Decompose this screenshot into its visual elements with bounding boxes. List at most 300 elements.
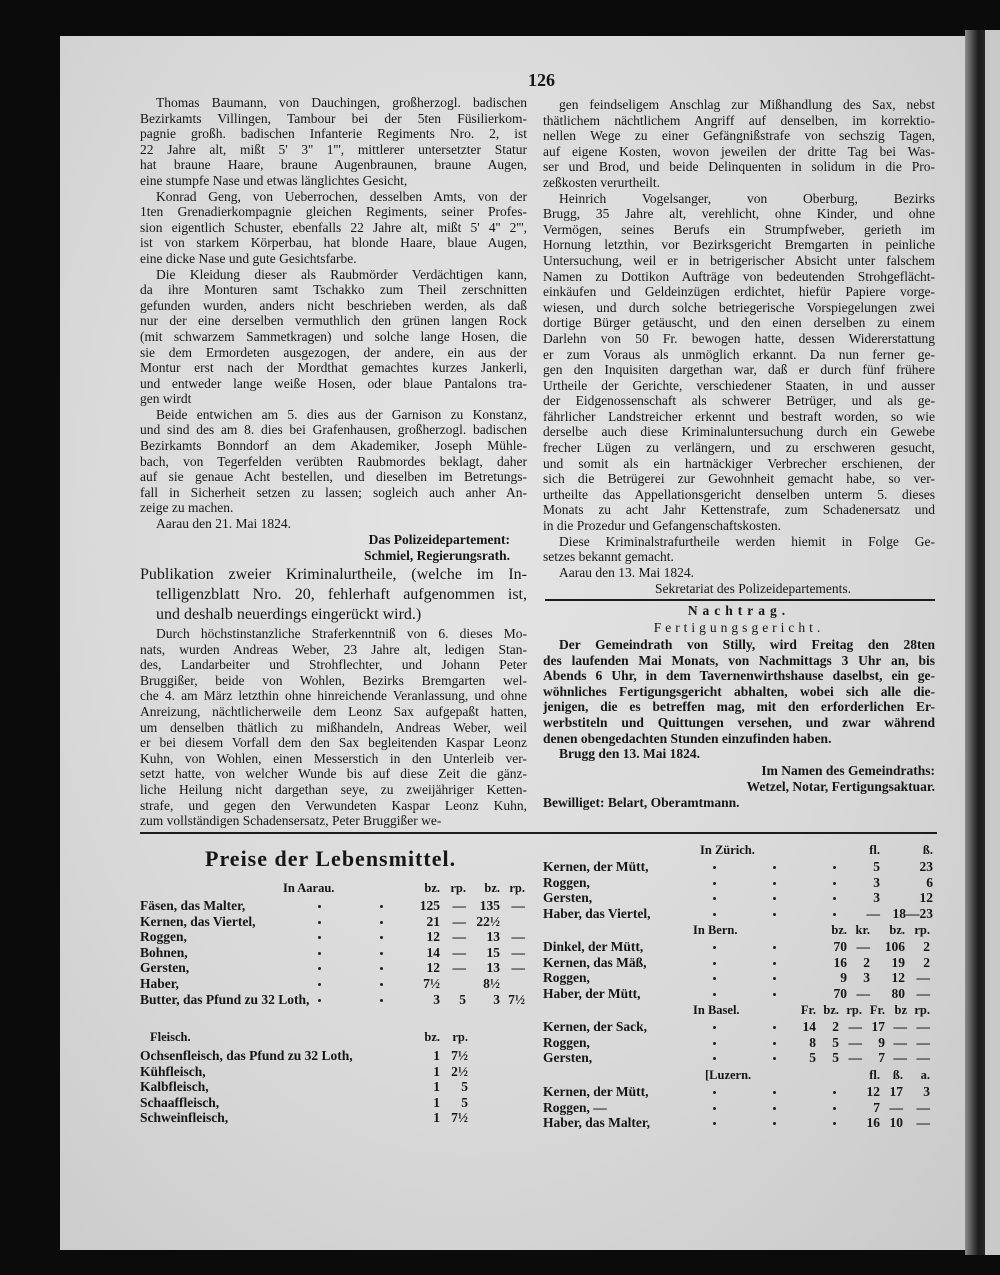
text-line: Aarau den 13. Mai 1824. [559, 564, 694, 580]
police-signature [355, 532, 510, 563]
unit-header: Fr. [800, 1003, 816, 1017]
text-line: in die Prozedur und Gefangenschaftskosten. [543, 518, 782, 534]
text-line: Urtheile der Gerichte, verschiedener Staaten, in und ausser [543, 377, 935, 393]
text-line: der Eidgenossenschaft als schwerer Betrüger, und als ge- [543, 393, 935, 409]
unit-header: bz. [823, 1003, 839, 1017]
price-value: 9 [878, 1034, 885, 1050]
text-line: sie dem Ermordeten ausgezogen, der andere, ein aus der [140, 344, 527, 360]
leader-dot [318, 905, 321, 908]
price-value: 7 [878, 1050, 885, 1065]
price-table-place: Fleisch. [150, 1030, 191, 1044]
price-value: 3 [863, 970, 870, 985]
price-value: 1 [433, 1063, 440, 1079]
commodity-label: Gersten, [140, 960, 190, 976]
leader-dot [318, 967, 321, 970]
price-value: 70 [833, 939, 847, 954]
unit-header: rp. [914, 923, 930, 937]
price-value: 21 [426, 913, 440, 929]
text-line: dortige Bürger getäuscht, und den einen derselben zu einem [543, 315, 935, 331]
price-value: — [916, 1034, 930, 1050]
commodity-label: Gersten, [543, 890, 593, 905]
leader-dot [380, 999, 383, 1002]
paragraph [140, 95, 527, 189]
commodity-label: Bohnen, [140, 944, 188, 960]
price-value: 10 [889, 1115, 903, 1130]
commodity-label: Roggen, [140, 929, 187, 945]
leader-dot [713, 1026, 716, 1029]
price-value: — [916, 1099, 930, 1115]
price-row [543, 890, 943, 906]
unit-header: rp. [450, 881, 466, 895]
price-value: — [916, 970, 930, 985]
leader-dot [713, 977, 716, 980]
leader-dot [773, 897, 776, 900]
leader-dot [773, 1042, 776, 1045]
price-row [543, 970, 943, 986]
text-line: Abends 6 Uhr, in dem Tavernenwirthshause daselbst, ein ge- [543, 668, 935, 684]
commodity-label: Roggen, — [543, 1099, 607, 1115]
price-row [140, 898, 540, 914]
text-line: eine stumpfe Nase und etwas länglichtes Gesicht, [140, 172, 408, 188]
text-line: Vermögen, seines Berufs ein Strumpfweber, gerieth im [543, 221, 935, 237]
price-value: 3 [493, 991, 500, 1007]
text-line: Montur erst nach der Mordthat gemachtes kurzes Jankerli, [140, 360, 527, 376]
commodity-label: Roggen, [543, 970, 590, 985]
price-table-place: In Zürich. [700, 843, 755, 857]
text-line: (mit schwarzem Sammetkragen) und solche lange Hosen, die [140, 328, 527, 344]
wanted-notice-text [140, 95, 527, 532]
price-value: 2 [923, 954, 930, 970]
price-value: 3 [923, 1084, 930, 1099]
leader-dot [833, 1122, 836, 1125]
leader-dot [773, 866, 776, 869]
text-line: 1ten Grenadierkompagnie gleichen Regiments, seiner Profes- [140, 204, 527, 220]
price-value: 3 [873, 890, 880, 905]
text-line: gen den Inquisiten dargethan war, daß er durch fünf frühere [543, 362, 935, 378]
commodity-label: Gersten, [543, 1050, 593, 1065]
text-line: urtheilte das Appellationsgericht denselben unterm 5. dieses [543, 486, 935, 502]
price-row [140, 1110, 540, 1126]
commodity-label: Roggen, [543, 874, 590, 890]
commodity-label: Kalbfleisch, [140, 1079, 209, 1095]
text-line: da ihre Monturen samt Tschakko zum Theil zerschnitten [140, 282, 527, 298]
price-value: 135 [479, 898, 500, 913]
price-value: — [452, 944, 466, 960]
price-value: — [856, 939, 870, 954]
price-value: 2½ [451, 1063, 468, 1079]
price-value: — [511, 944, 525, 960]
price-value: 12 [426, 929, 440, 945]
leader-dot [380, 936, 383, 939]
commodity-label: Butter, das Pfund zu 32 Loth, [140, 991, 310, 1007]
leader-dot [833, 866, 836, 869]
text-line: wöhnliches Fertigungsgericht abhalten, wobei sich alle die- [543, 683, 935, 699]
text-line: gefunden wurden, anders nicht beschrieben werden, als daß [140, 297, 527, 313]
text-line: Anreizung, nächtlicherweile dem Leonz Sax aufgepaßt hatten, [140, 703, 527, 719]
signature-line: Im Namen des Gemeindraths: [761, 763, 935, 778]
text-line: Konrad Geng, von Ueberrochen, desselben Amts, von der [156, 188, 527, 204]
price-value: 12 [426, 960, 440, 976]
signature-line: Wetzel, Notar, Fertigungsaktuar. [746, 778, 935, 794]
price-row [140, 992, 540, 1008]
text-line: Bezirkamts Villingen, Tambour bei der 5ten Füsilierkom- [140, 110, 527, 126]
price-value: 23 [919, 859, 933, 874]
text-line: che 4. am März letzthin ohne hinreichende Veranlassung, und ohne [140, 688, 527, 704]
book-gutter-shadow [965, 30, 987, 1255]
price-value: — [511, 929, 525, 945]
heading-line: und deshalb neuerdings eingerückt wird.) [156, 606, 422, 623]
text-line: strafe, und gegen den Verwundeten Kaspar Leonz Kuhn, [140, 797, 527, 813]
text-line: bach, von Tegerfelden verübten Raubmordes beklagt, daher [140, 453, 527, 469]
price-value: 13 [486, 960, 500, 976]
price-row [543, 955, 943, 971]
paragraph [543, 637, 935, 746]
text-line: Bezirkamts Bonndorf an dem Akademiker, Joseph Mühle- [140, 438, 527, 454]
price-value: 5 [832, 1034, 839, 1050]
text-line: auf eigene Kosten, wovon jeweilen der dritte Tag bei Was- [543, 143, 935, 159]
unit-header: fl. [869, 1068, 880, 1082]
price-value: 7 [873, 1099, 880, 1115]
paragraph [140, 407, 527, 516]
unit-header: bz [894, 1003, 907, 1017]
price-value: 2 [923, 939, 930, 954]
heading-line: telligenzblatt Nro. 20, fehlerhaft aufgenommen ist, [156, 586, 527, 603]
text-line: fall in Sicherheit setzen zu lassen; sogleich auch anher An- [140, 484, 527, 500]
text-line: Heinrich Vogelsanger, von Oberburg, Bezirks [559, 190, 935, 206]
price-value: — [866, 905, 880, 921]
paragraph [140, 626, 527, 829]
price-value: 5 [809, 1050, 816, 1065]
price-value: 3 [873, 874, 880, 890]
supplement-title: Nachtrag. [687, 603, 791, 618]
signature-line: Schmiel, Regierungsrath. [364, 547, 510, 563]
leader-dot [318, 983, 321, 986]
price-row [543, 859, 943, 875]
commodity-label: Dinkel, der Mütt, [543, 939, 644, 954]
text-line: zeßkosten verurtheilt. [543, 174, 660, 190]
price-value: 1 [433, 1110, 440, 1126]
leader-dot [713, 962, 716, 965]
price-row [140, 945, 540, 961]
price-value: — [848, 1050, 862, 1065]
price-value: 18—23 [892, 905, 933, 921]
text-line: Brugg, 35 Jahre alt, verehlicht, ohne Kinder, und ohne [543, 206, 935, 222]
price-value: — [452, 898, 466, 913]
unit-header: bz. [424, 1030, 440, 1044]
text-line: nellen Wege zu einer Gefängnißstrafe von sechszig Tagen, [543, 128, 935, 144]
price-value: 12 [919, 890, 933, 905]
leader-dot [713, 1122, 716, 1125]
unit-header: ß. [922, 843, 933, 857]
leader-dot [773, 962, 776, 965]
text-line: und somit als ein hartnäckiger Verbrecher erschienen, der [543, 455, 935, 471]
leader-dot [773, 1122, 776, 1125]
commodity-label: Schaaffleisch, [140, 1094, 220, 1110]
price-value: 5 [459, 991, 466, 1007]
leader-dot [713, 1057, 716, 1060]
verdict-continuation-text [543, 97, 935, 580]
price-value: 5 [461, 1079, 468, 1095]
unit-header: Fr. [869, 1003, 885, 1017]
text-line: er bei diesem Vorfall dem den Sax begleitenden Kaspar Leonz [140, 735, 527, 751]
unit-header: kr. [855, 923, 870, 937]
price-value: — [916, 1050, 930, 1065]
commodity-label: Fäsen, das Malter, [140, 898, 246, 913]
verdict-text [140, 626, 527, 829]
price-table-place: In Bern. [693, 923, 738, 937]
text-line: zeige zu machen. [140, 500, 234, 516]
price-value: 1 [433, 1048, 440, 1063]
leader-dot [713, 897, 716, 900]
text-line: werbstiteln und Quittungen versehen, und zwar während [543, 714, 935, 730]
unit-header: rp. [914, 1003, 930, 1017]
text-line: hat braune Haare, braune Augenbraunen, braune Augen, [140, 157, 527, 173]
price-value: — [511, 960, 525, 976]
price-value: 7½ [451, 1110, 468, 1126]
leader-dot [773, 913, 776, 916]
text-line: derselbe auch diese Kriminaluntersuchung durch ein Gewebe [543, 424, 935, 440]
price-row [543, 875, 943, 891]
text-line: Diese Kriminalstrafurtheile werden hiemit in Folge Ge- [559, 533, 935, 549]
price-value: 16 [866, 1115, 880, 1130]
price-row [543, 1084, 943, 1100]
court-notice-text [543, 637, 935, 762]
commodity-label: Kernen, das Mäß, [543, 954, 647, 970]
leader-dot [773, 1026, 776, 1029]
price-value: 15 [486, 944, 500, 960]
leader-dot [773, 882, 776, 885]
leader-dot [380, 921, 383, 924]
commodity-label: Kernen, der Mütt, [543, 859, 649, 874]
leader-dot [713, 866, 716, 869]
supplement-subtitle: Fertigungsgericht. [653, 620, 825, 635]
text-line: und entweder lange weiße Hosen, oder blaue Pantalons tra- [140, 375, 527, 391]
price-value: 2 [832, 1019, 839, 1034]
price-row [140, 1079, 540, 1095]
text-line: eine dicke Nase und gute Gesichtsfarbe. [140, 250, 357, 266]
price-value: 1 [433, 1094, 440, 1110]
commodity-label: Ochsenfleisch, das Pfund zu 32 Loth, [140, 1048, 353, 1063]
commodity-label: Haber, das Malter, [543, 1115, 650, 1130]
verdicts-heading [140, 565, 527, 625]
text-line: ser und Brod, und beide Delinquenten in solidum in die Pro- [543, 159, 935, 175]
text-line: und sind des am 8. dies bei Grafenhausen, großherzogl. badischen [140, 422, 527, 438]
text-line: Kuhn, von Wohlen, einen Messerstich in den Unterleib ver- [140, 750, 527, 766]
unit-header: bz. [484, 881, 500, 895]
text-line: 22 Jahre alt, mißt 5' 3'' 1''', mittlerer untersetzter Statur [140, 141, 527, 157]
leader-dot [380, 967, 383, 970]
prices-title: Preise der Lebensmittel. [205, 846, 457, 871]
price-value: 22½ [476, 913, 500, 929]
price-table-place: In Basel. [693, 1003, 740, 1017]
price-value: 5 [461, 1094, 468, 1110]
text-line: wiesen, und durch solche betriegerische Vorspiegelungen zwei [543, 299, 935, 315]
unit-header: rp. [452, 1030, 468, 1044]
price-value: 8½ [483, 976, 500, 991]
leader-dot [318, 952, 321, 955]
leader-dot [380, 905, 383, 908]
price-table-place: In Aarau. [283, 881, 335, 895]
price-row [140, 1048, 540, 1064]
price-value: — [848, 1034, 862, 1050]
text-line: gen feindseligem Anschlag zur Mißhandlung des Sax, nebst [559, 97, 935, 112]
leader-dot [713, 993, 716, 996]
commodity-label: Roggen, [543, 1034, 590, 1050]
price-value: 3 [433, 991, 440, 1007]
text-line: einkäufen und Geldeinzügen erdichtet, hiefür Papiere vorge- [543, 284, 935, 300]
leader-dot [380, 952, 383, 955]
text-line: setzes bekannt gemacht. [543, 549, 674, 565]
unit-header: bz. [831, 923, 847, 937]
price-value: 6 [926, 874, 933, 890]
text-line: Namen zu Dottikon Aufträge von bedeutenden Strohgeflächt- [543, 268, 935, 284]
text-line: Der Gemeindrath von Stilly, wird Freitag den 28ten [559, 637, 935, 652]
text-line: Aarau den 21. Mai 1824. [156, 516, 291, 532]
price-value: 12 [866, 1084, 880, 1099]
price-value: — [889, 1099, 903, 1115]
text-line: Untersuchung, weil er in betrigerischer Absicht unter falschem [543, 252, 935, 268]
price-value: — [848, 1019, 862, 1034]
text-line: Brugg den 13. Mai 1824. [559, 746, 701, 762]
text-line: Durch höchstinstanzliche Straferkenntniß von 6. dieses Mo- [156, 626, 527, 641]
text-line: thätlichem nächtlichem Angriff auf denselben, im korrektio- [543, 112, 935, 128]
leader-dot [318, 921, 321, 924]
leader-dot [380, 983, 383, 986]
price-value: 80 [891, 985, 905, 1001]
text-line: des, Landarbeiter und Strohflechter, und Johann Peter [140, 657, 527, 673]
text-line: fährlicher Landstreicher erkennt und bestraft worden, so wie [543, 408, 935, 424]
unit-header: a. [920, 1068, 930, 1082]
text-line: Thomas Baumann, von Dauchingen, großherzogl. badischen [156, 95, 527, 110]
price-value: 14 [426, 944, 440, 960]
price-value: 9 [840, 970, 847, 985]
text-line: nats, wurden Andreas Weber, 23 Jahre alt, ledigen Stan- [140, 641, 527, 657]
paragraph [543, 565, 935, 581]
text-line: Beide entwichen am 5. dies aus der Garnison zu Konstanz, [156, 406, 527, 422]
page-number: 126 [528, 70, 555, 90]
leader-dot [318, 999, 321, 1002]
price-value: — [893, 1050, 907, 1065]
unit-header: fl. [869, 843, 880, 857]
leader-dot [713, 913, 716, 916]
price-value: 7½ [508, 991, 525, 1007]
price-row [140, 914, 540, 930]
price-row [543, 1035, 943, 1051]
text-line: Hornung letzthin, vor Bezirksgericht Bremgarten in peinliche [543, 237, 935, 253]
unit-header: rp. [509, 881, 525, 895]
paragraph [140, 516, 527, 532]
leader-dot [773, 1057, 776, 1060]
price-value: 2 [863, 954, 870, 970]
price-value: — [856, 985, 870, 1001]
adjacent-page-edge [985, 30, 1000, 1255]
price-row [140, 1064, 540, 1080]
price-section-divider [140, 832, 937, 834]
heading-line: Publikation zweier Kriminalurtheile, (welche im In- [140, 566, 527, 583]
unit-header: bz. [424, 881, 440, 895]
price-value: 17 [889, 1084, 903, 1099]
price-row [543, 906, 943, 922]
price-row [543, 1100, 943, 1116]
price-value: 7½ [423, 976, 440, 991]
unit-header: rp. [846, 1003, 862, 1017]
text-line: sion eigentlich Schuster, ebenfalls 22 Jahre alt, mißt 5' 4'' 2''', [140, 219, 527, 235]
leader-dot [773, 946, 776, 949]
text-line: pagnie großh. badischen Infanterie Regiments Nro. 2, ist [140, 126, 527, 142]
price-value: 13 [486, 929, 500, 945]
price-value: 70 [833, 985, 847, 1001]
price-value: — [893, 1019, 907, 1034]
leader-dot [713, 946, 716, 949]
text-line: setzt hatte, von welcher Wunde bis auf diese Zeit die gänz- [140, 766, 527, 782]
leader-dot [713, 882, 716, 885]
text-line: Darlehn von 50 Fr. bewogen hatte, dessen Widererstattung [543, 330, 935, 346]
paragraph [140, 267, 527, 407]
price-row [543, 939, 943, 955]
commodity-label: Haber, das Viertel, [543, 905, 651, 921]
paragraph [543, 534, 935, 565]
text-line: ist von starkem Körperbau, hat blonde Haare, blaue Augen, [140, 235, 527, 251]
leader-dot [833, 897, 836, 900]
text-line: nur der eine derselben vermuthlich den grünen langen Rock [140, 313, 527, 329]
price-value: — [916, 985, 930, 1001]
price-value: 19 [891, 954, 905, 970]
leader-dot [833, 913, 836, 916]
text-line: gen wirdt [140, 391, 192, 407]
unit-header: bz. [889, 923, 905, 937]
leader-dot [318, 936, 321, 939]
text-line: jenigen, die es betreffen mag, mit den erforderlichen Er- [543, 699, 935, 715]
commodity-label: Kernen, das Viertel, [140, 913, 256, 929]
price-row [140, 976, 540, 992]
price-value: 1 [433, 1079, 440, 1095]
unit-header: ß. [892, 1068, 903, 1082]
leader-dot [713, 1042, 716, 1045]
paragraph [543, 97, 935, 191]
price-value: — [893, 1034, 907, 1050]
price-value: 125 [419, 898, 440, 913]
text-line: um denselben thätlich zu mißhandeln, Andreas Weber, weil [140, 719, 527, 735]
price-value: — [452, 929, 466, 945]
leader-dot [833, 1107, 836, 1110]
leader-dot [773, 977, 776, 980]
text-line: denen obengedachten Stunden einzufinden haben. [543, 730, 832, 746]
price-row [543, 1050, 943, 1066]
commodity-label: Haber, [140, 976, 179, 991]
leader-dot [773, 1091, 776, 1094]
price-value: 16 [833, 954, 847, 970]
price-value: — [916, 1115, 930, 1130]
text-line: des laufenden Mai Monats, von Nachmittags 3 Uhr an, bis [543, 652, 935, 668]
price-row [140, 929, 540, 945]
text-line: Die Kleidung dieser als Raubmörder Verdächtigen kann, [156, 266, 527, 282]
leader-dot [833, 1091, 836, 1094]
commodity-label: Haber, der Mütt, [543, 985, 641, 1001]
paragraph [543, 746, 935, 762]
price-value: 12 [891, 970, 905, 985]
price-value: 8 [809, 1034, 816, 1050]
price-value: 5 [832, 1050, 839, 1065]
leader-dot [773, 1107, 776, 1110]
text-line: sich die Betrügerei zur Gewohnheit gemacht habe, so ver- [543, 471, 935, 487]
price-value: — [452, 913, 466, 929]
paragraph [543, 191, 935, 534]
price-value: 17 [871, 1019, 885, 1034]
leader-dot [773, 993, 776, 996]
price-row [543, 986, 943, 1002]
text-line: liche Heilung nicht dargethan seye, zu zweijähriger Ketten- [140, 781, 527, 797]
price-value: 14 [802, 1019, 816, 1034]
